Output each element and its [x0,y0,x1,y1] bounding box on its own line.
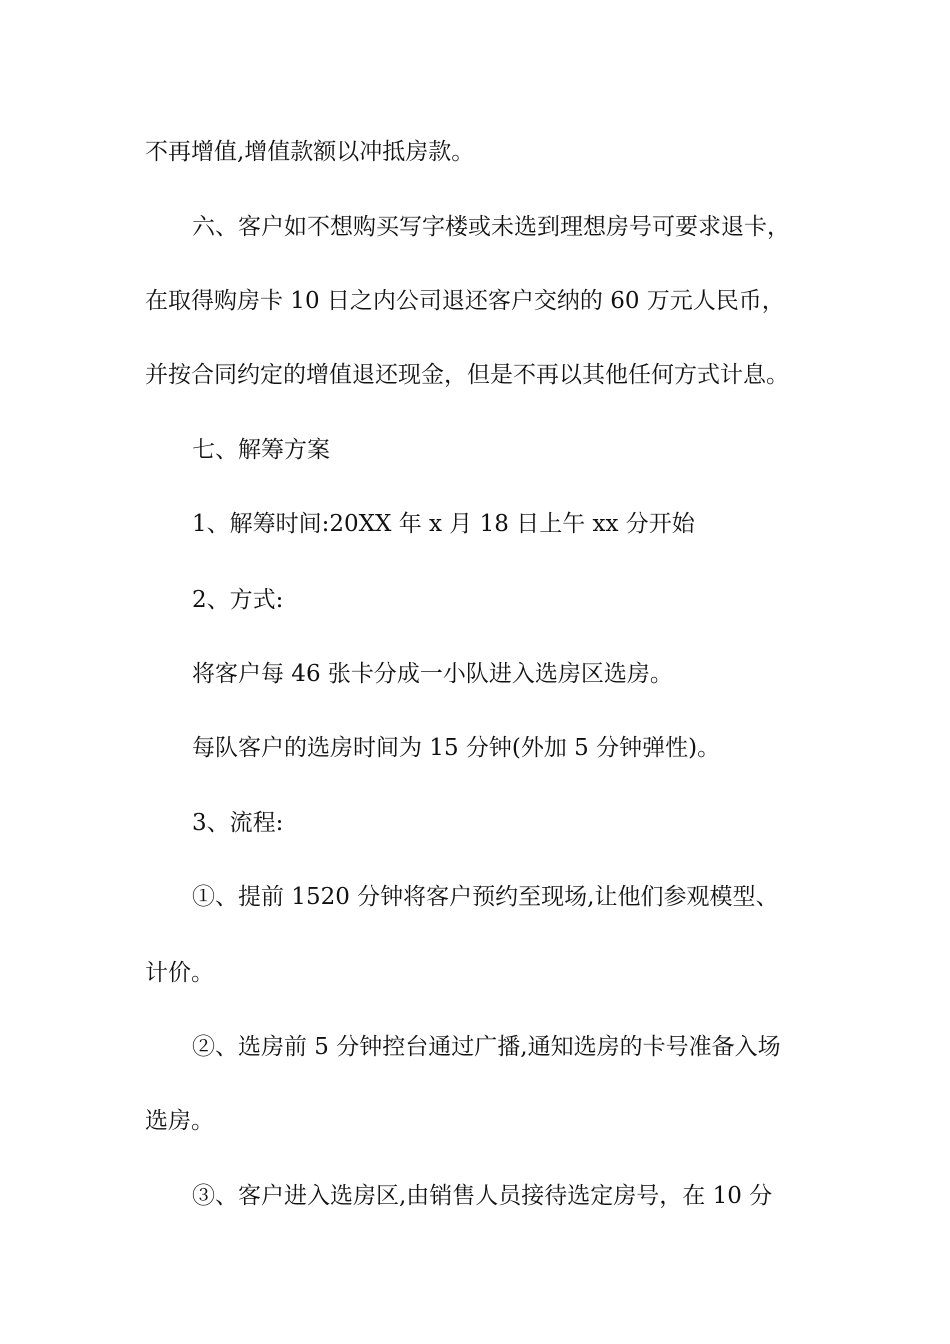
text-line: ②、选房前 5 分钟控台通过广播,通知选房的卡号准备入场 [192,1034,781,1060]
text-line: 六、客户如不想购买写字楼或未选到理想房号可要求退卡， [192,214,790,240]
text-line: 选房。 [145,1108,214,1134]
text-line: ①、提前 1520 分钟将客户预约至现场,让他们参观模型、 [192,884,779,910]
text-line: 在取得购房卡 10 日之内公司退还客户交纳的 60 万元人民币， [145,288,785,314]
text-line: ③、客户进入选房区,由销售人员接待选定房号，在 10 分 [192,1183,773,1209]
text-line: 并按合同约定的增值退还现金，但是不再以其他任何方式计息。 [145,362,789,388]
section-heading: 七、解筹方案 [192,437,330,463]
text-line: 2、方式: [192,587,284,613]
text-line: 将客户每 46 张卡分成一小队进入选房区选房。 [192,661,673,687]
text-line: 计价。 [145,960,214,986]
text-line: 不再增值,增值款额以冲抵房款。 [145,139,475,165]
text-line: 3、流程: [192,810,284,836]
text-line: 每队客户的选房时间为 15 分钟(外加 5 分钟弹性)。 [192,735,721,761]
text-line: 1、解筹时间:20XX 年 x 月 18 日上午 xx 分开始 [192,511,695,537]
